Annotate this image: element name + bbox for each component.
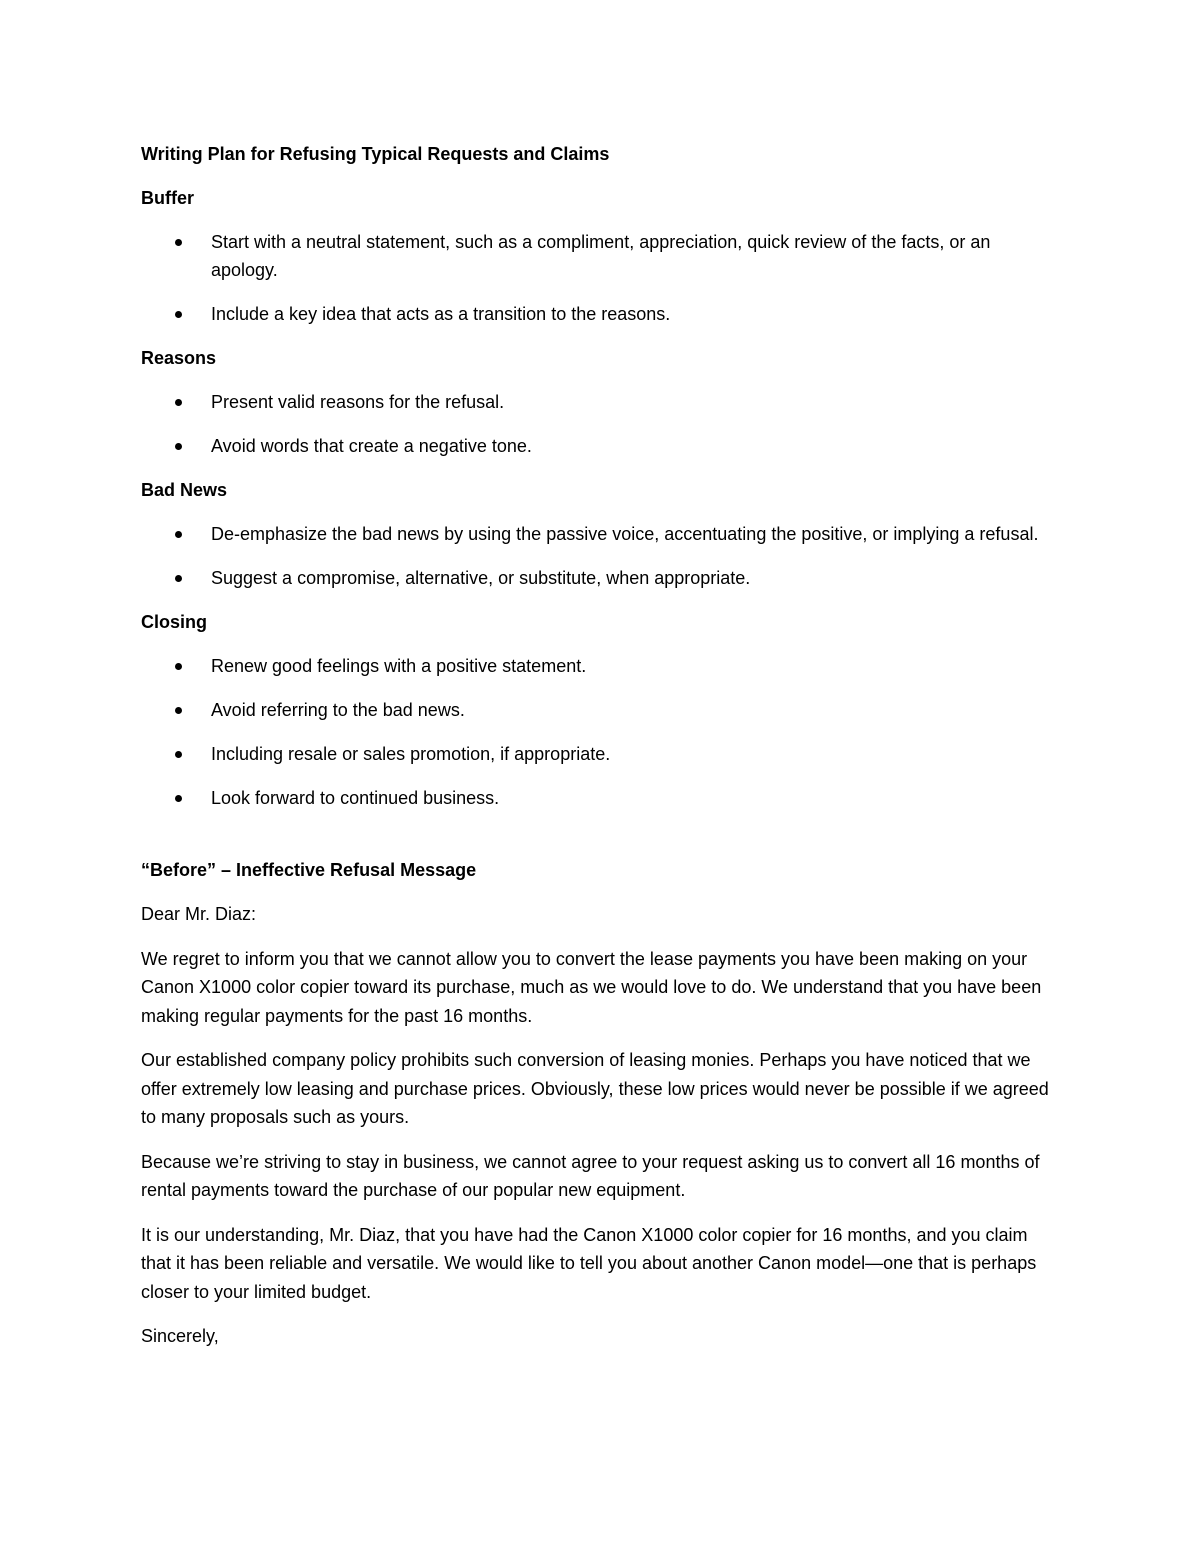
section-heading-buffer: Buffer bbox=[141, 188, 194, 208]
list-item bbox=[141, 740, 1061, 768]
bullet-icon bbox=[175, 751, 182, 758]
list-item-text: Suggest a compromise, alternative, or substitute, when appropriate. bbox=[211, 568, 751, 588]
section-spacer bbox=[141, 828, 1061, 856]
example-heading: “Before” – Ineffective Refusal Message bbox=[141, 860, 477, 880]
list-item-text: Start with a neutral statement, such as a compliment, appreciation, quick review of the facts, or an apology. bbox=[211, 232, 991, 280]
list-item bbox=[141, 696, 1061, 724]
list-item bbox=[141, 432, 1061, 460]
list-item-text: Avoid words that create a negative tone. bbox=[211, 436, 532, 456]
bullet-icon bbox=[175, 575, 182, 582]
list-item-text: De-emphasize the bad news by using the passive voice, accentuating the positive, or implying a refusal. bbox=[211, 524, 1039, 544]
letter-closing: Sincerely, bbox=[141, 1326, 219, 1346]
section-heading-bad-news: Bad News bbox=[141, 480, 228, 500]
letter-paragraph: Our established company policy prohibits such conversion of leasing monies. Perhaps you have noticed that we offer extremely low leasing and purchase prices. Obviously, these low prices would never be possible if we agreed to many proposals such as yours. bbox=[141, 1050, 1049, 1127]
list-item-text: Including resale or sales promotion, if appropriate. bbox=[211, 744, 611, 764]
section-heading-reasons: Reasons bbox=[141, 348, 217, 368]
bullet-list-reasons bbox=[141, 388, 1061, 460]
bullet-icon bbox=[175, 311, 182, 318]
bullet-icon bbox=[175, 399, 182, 406]
bullet-icon bbox=[175, 707, 182, 714]
letter-paragraph: Because we’re striving to stay in business, we cannot agree to your request asking us to convert all 16 months of rental payments toward the purchase of our popular new equipment. bbox=[141, 1151, 1040, 1200]
letter-paragraph: We regret to inform you that we cannot allow you to convert the lease payments you have been making on your Canon X1000 color copier toward its purchase, much as we would love to do. We understand that you have been making regular payments for the past 16 months. bbox=[141, 948, 1042, 1026]
bullet-icon bbox=[175, 443, 182, 450]
list-item-text: Present valid reasons for the refusal. bbox=[211, 392, 505, 412]
bullet-list-buffer bbox=[141, 228, 1061, 328]
list-item-text: Include a key idea that acts as a transition to the reasons. bbox=[211, 304, 671, 324]
list-item-text: Avoid referring to the bad news. bbox=[211, 700, 465, 720]
bullet-list-closing bbox=[141, 652, 1061, 812]
list-item bbox=[141, 520, 1061, 548]
bullet-icon bbox=[175, 531, 182, 538]
letter-salutation: Dear Mr. Diaz: bbox=[141, 904, 257, 924]
bullet-icon bbox=[175, 663, 182, 670]
document-title: Writing Plan for Refusing Typical Requests and Claims bbox=[141, 144, 610, 164]
list-item bbox=[141, 652, 1061, 680]
list-item bbox=[141, 388, 1061, 416]
section-heading-closing: Closing bbox=[141, 612, 207, 632]
list-item bbox=[141, 784, 1061, 812]
bullet-list-bad-news bbox=[141, 520, 1061, 592]
list-item bbox=[141, 228, 1061, 284]
letter-paragraph: It is our understanding, Mr. Diaz, that you have had the Canon X1000 color copier for 16 months, and you claim that it has been reliable and versatile. We would like to tell you about another Canon model—one that is perhaps closer to your limited budget. bbox=[141, 1224, 1037, 1302]
bullet-icon bbox=[175, 239, 182, 246]
bullet-icon bbox=[175, 795, 182, 802]
list-item-text: Renew good feelings with a positive statement. bbox=[211, 656, 587, 676]
list-item-text: Look forward to continued business. bbox=[211, 788, 500, 808]
list-item bbox=[141, 300, 1061, 328]
list-item bbox=[141, 564, 1061, 592]
document-body bbox=[141, 140, 1061, 1367]
